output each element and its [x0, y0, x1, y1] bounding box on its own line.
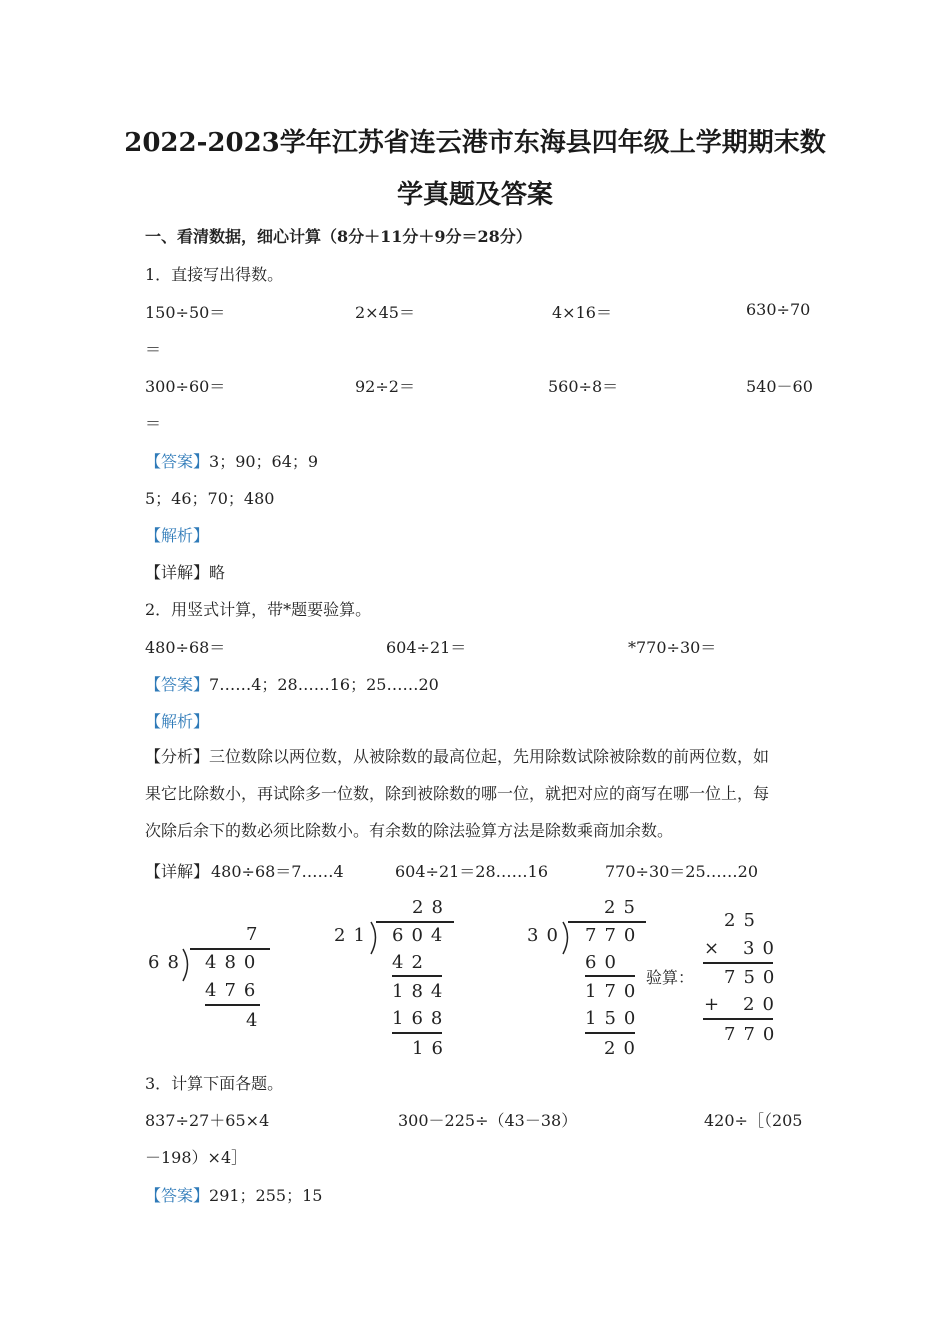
- q3-expr-wrap: －198）×4］: [145, 1148, 248, 1167]
- q2-detail-tag: 【详解】: [145, 862, 210, 881]
- check-addend: 20: [743, 994, 782, 1015]
- divisor: 68: [148, 952, 187, 973]
- q1-expr: 300÷60＝: [145, 377, 226, 396]
- q1-expr: 2×45＝: [355, 303, 415, 322]
- analysis-line: 果它比除数小，再试除多一位数，除到被除数的哪一位，就把对应的商写在哪一位上，每: [145, 784, 770, 803]
- check-line: [703, 962, 773, 964]
- check-factor: 25: [724, 910, 763, 931]
- step-line: [205, 1004, 260, 1006]
- step-value: 150: [585, 1008, 644, 1029]
- q2-expr: *770÷30＝: [628, 638, 717, 657]
- q2-expr: 604÷21＝: [386, 638, 467, 657]
- step-line: [585, 1032, 635, 1034]
- step-value: 60: [585, 952, 624, 973]
- step-value: 170: [585, 981, 644, 1002]
- detail-text: 略: [209, 563, 226, 582]
- divisor: 30: [527, 925, 566, 946]
- detail-result: 604÷21＝28……16: [395, 862, 549, 881]
- check-product: 750: [724, 967, 783, 988]
- analysis-tag: 【解析】: [145, 712, 210, 731]
- step-value: 168: [392, 1008, 451, 1029]
- q1-expr: 540－60: [746, 377, 813, 396]
- answer-text: 3；90；64；9: [209, 452, 319, 471]
- analysis-tag: 【解析】: [145, 526, 210, 545]
- check-operator: +: [704, 994, 728, 1015]
- dividend: 770: [585, 925, 644, 946]
- step-line: [392, 1032, 442, 1034]
- q1-expr: 630÷70: [746, 300, 811, 319]
- q3-stem: 3．计算下面各题。: [145, 1074, 284, 1093]
- q1-stem: 1．直接写出得数。: [145, 265, 284, 284]
- answer-tag: 【答案】: [145, 1186, 210, 1205]
- quotient: 28: [412, 897, 451, 918]
- q1-answer: [145, 449, 318, 472]
- fenxi-tag: 【分析】: [145, 747, 210, 766]
- analysis-line: 【分析】三位数除以两位数，从被除数的最高位起，先用除数试除被除数的前两位数，如: [145, 747, 770, 766]
- q1-detail: [145, 560, 225, 583]
- answer-text: 291；255；15: [209, 1186, 323, 1205]
- q3-answer: [145, 1183, 322, 1206]
- step-value: 476: [205, 980, 264, 1001]
- remainder: 4: [246, 1010, 266, 1031]
- q1-answer-line2: 5；46；70；480: [145, 489, 275, 508]
- q1-expr: 150÷50＝: [145, 303, 226, 322]
- check-label: 验算：: [646, 968, 695, 987]
- answer-text: 7……4；28……16；25……20: [209, 675, 439, 694]
- check-factor: 30: [743, 938, 782, 959]
- remainder: 16: [412, 1038, 451, 1059]
- divisor: 21: [334, 925, 373, 946]
- check-line: [703, 1018, 773, 1020]
- step-value: 42: [392, 952, 431, 973]
- division-bar: [568, 921, 646, 923]
- step-line: [585, 975, 635, 977]
- analysis-line: 次除后余下的数必须比除数小。有余数的除法验算方法是除数乘商加余数。: [145, 821, 674, 840]
- detail-result: 480÷68＝7……4: [211, 862, 344, 881]
- q3-expr: 420÷［（205: [704, 1111, 803, 1130]
- remainder: 20: [604, 1038, 643, 1059]
- doc-title-line1: 2022-2023学年江苏省连云港市东海县四年级上学期期末数: [124, 128, 826, 158]
- step-line: [392, 975, 442, 977]
- q2-expr: 480÷68＝: [145, 638, 226, 657]
- q1-expr: 4×16＝: [552, 303, 612, 322]
- q1-expr-wrap: ＝: [145, 340, 162, 359]
- detail-result: 770÷30＝25……20: [605, 862, 759, 881]
- detail-tag: 【详解】: [145, 563, 210, 582]
- check-operator: ×: [704, 938, 728, 959]
- division-bar: [376, 921, 454, 923]
- q2-answer: [145, 672, 439, 695]
- quotient: 25: [604, 897, 643, 918]
- section-heading: 一、看清数据，细心计算（8分＋11分＋9分＝28分）: [145, 227, 532, 246]
- doc-title-line2: 学真题及答案: [396, 180, 553, 210]
- answer-tag: 【答案】: [145, 452, 210, 471]
- check-result: 770: [724, 1024, 783, 1045]
- division-bar: [190, 948, 270, 950]
- q1-expr: 92÷2＝: [355, 377, 415, 396]
- dividend: 604: [392, 925, 451, 946]
- q3-expr: 300－225÷（43－38）: [398, 1111, 578, 1130]
- dividend: 480: [205, 952, 264, 973]
- q3-expr: 837÷27＋65×4: [145, 1111, 270, 1130]
- q1-expr: 560÷8＝: [548, 377, 619, 396]
- quotient: 7: [246, 924, 266, 945]
- q2-analysis-paragraph: [145, 738, 807, 849]
- q1-expr-wrap: ＝: [145, 414, 162, 433]
- step-value: 184: [392, 981, 451, 1002]
- answer-tag: 【答案】: [145, 675, 210, 694]
- q2-stem: 2．用竖式计算，带*题要验算。: [145, 600, 372, 619]
